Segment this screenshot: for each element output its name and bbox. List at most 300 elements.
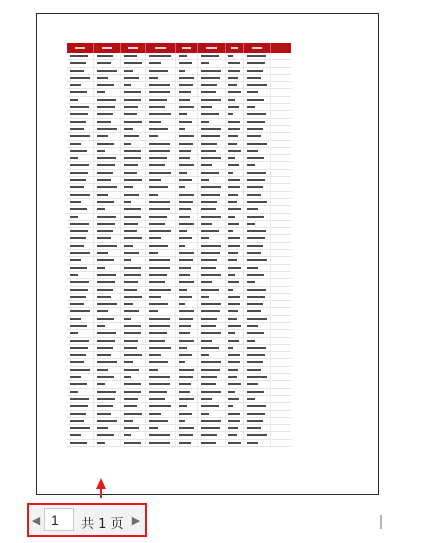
table-cell bbox=[94, 338, 121, 344]
table-row bbox=[67, 279, 291, 286]
table-cell bbox=[67, 75, 94, 81]
table-cell bbox=[146, 170, 176, 176]
table-cell bbox=[146, 374, 176, 380]
table-cell bbox=[244, 374, 271, 380]
table-cell bbox=[244, 359, 271, 365]
table-cell bbox=[226, 403, 244, 409]
table-cell bbox=[244, 243, 271, 249]
table-cell bbox=[176, 257, 198, 263]
table-cell bbox=[198, 345, 226, 351]
table-cell bbox=[198, 97, 226, 103]
table-cell bbox=[176, 184, 198, 190]
table-cell bbox=[226, 287, 244, 293]
table-cell bbox=[226, 250, 244, 256]
table-cell bbox=[244, 316, 271, 322]
table-cell bbox=[121, 425, 146, 431]
table-row bbox=[67, 75, 291, 82]
table-cell bbox=[198, 221, 226, 227]
table-cell bbox=[244, 148, 271, 154]
table-cell bbox=[121, 89, 146, 95]
table-cell bbox=[244, 279, 271, 285]
table-row bbox=[67, 126, 291, 133]
table-cell bbox=[198, 170, 226, 176]
table-cell bbox=[244, 345, 271, 351]
table-cell bbox=[176, 287, 198, 293]
table-cell bbox=[244, 155, 271, 161]
table-cell bbox=[198, 184, 226, 190]
table-cell bbox=[94, 440, 121, 446]
table-cell bbox=[67, 330, 94, 336]
table-cell bbox=[121, 192, 146, 198]
table-cell bbox=[226, 265, 244, 271]
table-cell bbox=[226, 411, 244, 417]
table-cell bbox=[146, 141, 176, 147]
table-cell bbox=[198, 403, 226, 409]
table-row bbox=[67, 381, 291, 388]
table-cell bbox=[94, 97, 121, 103]
table-cell bbox=[67, 257, 94, 263]
table-row bbox=[67, 104, 291, 111]
table-cell bbox=[176, 243, 198, 249]
table-cell bbox=[94, 396, 121, 402]
table-cell bbox=[244, 272, 271, 278]
table-cell bbox=[121, 82, 146, 88]
table-cell bbox=[67, 440, 94, 446]
table-cell bbox=[244, 411, 271, 417]
table-row bbox=[67, 214, 291, 221]
table-cell bbox=[94, 60, 121, 66]
table-row bbox=[67, 367, 291, 374]
table-cell bbox=[176, 133, 198, 139]
table-row bbox=[67, 68, 291, 75]
table-cell bbox=[67, 272, 94, 278]
table-cell bbox=[244, 184, 271, 190]
horizontal-scrollbar[interactable] bbox=[380, 515, 382, 529]
table-cell bbox=[244, 97, 271, 103]
table-cell bbox=[94, 228, 121, 234]
table-row bbox=[67, 199, 291, 206]
table-row bbox=[67, 148, 291, 155]
table-cell bbox=[67, 352, 94, 358]
table-cell bbox=[121, 367, 146, 373]
table-cell bbox=[121, 133, 146, 139]
table-cell bbox=[226, 133, 244, 139]
table-cell bbox=[94, 126, 121, 132]
table-cell bbox=[244, 432, 271, 438]
table-row bbox=[67, 257, 291, 264]
table-cell bbox=[226, 53, 244, 59]
table-cell bbox=[198, 104, 226, 110]
table-cell bbox=[94, 111, 121, 117]
table-cell bbox=[226, 316, 244, 322]
table-row bbox=[67, 396, 291, 403]
spreadsheet-thumbnail bbox=[67, 43, 291, 447]
table-cell bbox=[121, 294, 146, 300]
table-cell bbox=[94, 133, 121, 139]
table-cell bbox=[146, 184, 176, 190]
table-cell bbox=[94, 374, 121, 380]
table-cell bbox=[226, 184, 244, 190]
table-cell bbox=[244, 177, 271, 183]
table-cell bbox=[176, 221, 198, 227]
table-cell bbox=[198, 53, 226, 59]
table-cell bbox=[226, 148, 244, 154]
table-cell bbox=[244, 418, 271, 424]
table-cell bbox=[198, 206, 226, 212]
table-cell bbox=[146, 214, 176, 220]
annotation-arrow-stem bbox=[100, 488, 102, 498]
table-cell bbox=[94, 330, 121, 336]
table-cell bbox=[121, 359, 146, 365]
table-cell bbox=[94, 279, 121, 285]
table-cell bbox=[244, 89, 271, 95]
table-cell bbox=[226, 359, 244, 365]
header-cell bbox=[226, 43, 244, 53]
table-cell bbox=[244, 53, 271, 59]
table-cell bbox=[244, 133, 271, 139]
table-cell bbox=[198, 279, 226, 285]
table-cell bbox=[94, 235, 121, 241]
table-cell bbox=[176, 97, 198, 103]
table-cell bbox=[146, 235, 176, 241]
table-cell bbox=[94, 411, 121, 417]
table-cell bbox=[226, 389, 244, 395]
table-cell bbox=[121, 272, 146, 278]
table-cell bbox=[67, 111, 94, 117]
table-cell bbox=[121, 148, 146, 154]
table-cell bbox=[94, 104, 121, 110]
table-cell bbox=[67, 396, 94, 402]
table-row bbox=[67, 162, 291, 169]
table-cell bbox=[67, 82, 94, 88]
table-cell bbox=[176, 162, 198, 168]
table-cell bbox=[67, 228, 94, 234]
table-cell bbox=[244, 301, 271, 307]
table-cell bbox=[146, 75, 176, 81]
table-cell bbox=[94, 243, 121, 249]
table-cell bbox=[198, 301, 226, 307]
triangle-left-icon: ◀ bbox=[31, 514, 41, 527]
table-cell bbox=[67, 141, 94, 147]
table-cell bbox=[176, 155, 198, 161]
table-row bbox=[67, 221, 291, 228]
table-cell bbox=[67, 279, 94, 285]
table-cell bbox=[67, 338, 94, 344]
table-cell bbox=[67, 177, 94, 183]
header-cell bbox=[67, 43, 94, 53]
table-cell bbox=[198, 338, 226, 344]
table-cell bbox=[146, 133, 176, 139]
table-cell bbox=[226, 170, 244, 176]
table-cell bbox=[146, 111, 176, 117]
table-cell bbox=[198, 374, 226, 380]
table-cell bbox=[244, 287, 271, 293]
table-cell bbox=[198, 228, 226, 234]
table-cell bbox=[67, 199, 94, 205]
table-cell bbox=[226, 155, 244, 161]
table-cell bbox=[226, 432, 244, 438]
table-cell bbox=[176, 432, 198, 438]
table-cell bbox=[146, 192, 176, 198]
table-cell bbox=[67, 104, 94, 110]
table-cell bbox=[198, 425, 226, 431]
header-cell bbox=[121, 43, 146, 53]
table-cell bbox=[121, 389, 146, 395]
table-cell bbox=[198, 119, 226, 125]
table-cell bbox=[121, 162, 146, 168]
table-cell bbox=[94, 214, 121, 220]
table-cell bbox=[176, 381, 198, 387]
table-cell bbox=[146, 148, 176, 154]
table-cell bbox=[67, 323, 94, 329]
table-cell bbox=[176, 119, 198, 125]
table-cell bbox=[146, 272, 176, 278]
table-cell bbox=[226, 235, 244, 241]
table-cell bbox=[67, 374, 94, 380]
table-cell bbox=[94, 294, 121, 300]
table-cell bbox=[226, 177, 244, 183]
table-cell bbox=[121, 206, 146, 212]
table-row bbox=[67, 294, 291, 301]
table-cell bbox=[121, 411, 146, 417]
table-cell bbox=[198, 243, 226, 249]
table-cell bbox=[226, 104, 244, 110]
table-row bbox=[67, 53, 291, 60]
table-cell bbox=[226, 301, 244, 307]
table-cell bbox=[176, 75, 198, 81]
table-cell bbox=[226, 323, 244, 329]
table-cell bbox=[121, 323, 146, 329]
table-cell bbox=[198, 411, 226, 417]
table-cell bbox=[176, 294, 198, 300]
table-cell bbox=[198, 418, 226, 424]
table-cell bbox=[67, 367, 94, 373]
table-cell bbox=[176, 199, 198, 205]
table-cell bbox=[198, 214, 226, 220]
table-cell bbox=[226, 272, 244, 278]
table-cell bbox=[198, 141, 226, 147]
table-cell bbox=[176, 345, 198, 351]
table-cell bbox=[94, 257, 121, 263]
table-cell bbox=[67, 411, 94, 417]
table-cell bbox=[198, 192, 226, 198]
table-cell bbox=[226, 126, 244, 132]
table-cell bbox=[94, 301, 121, 307]
table-header-row bbox=[67, 43, 291, 53]
table-cell bbox=[146, 68, 176, 74]
table-cell bbox=[67, 126, 94, 132]
table-cell bbox=[146, 104, 176, 110]
table-cell bbox=[146, 352, 176, 358]
table-cell bbox=[146, 243, 176, 249]
table-cell bbox=[146, 330, 176, 336]
table-cell bbox=[67, 265, 94, 271]
table-cell bbox=[121, 170, 146, 176]
table-cell bbox=[67, 243, 94, 249]
table-cell bbox=[121, 141, 146, 147]
table-row bbox=[67, 323, 291, 330]
table-cell bbox=[176, 389, 198, 395]
table-row bbox=[67, 359, 291, 366]
table-cell bbox=[121, 60, 146, 66]
table-cell bbox=[146, 308, 176, 314]
table-cell bbox=[121, 257, 146, 263]
table-cell bbox=[244, 60, 271, 66]
table-row bbox=[67, 301, 291, 308]
table-cell bbox=[176, 141, 198, 147]
table-cell bbox=[146, 287, 176, 293]
table-cell bbox=[244, 323, 271, 329]
table-cell bbox=[94, 119, 121, 125]
table-row bbox=[67, 374, 291, 381]
table-cell bbox=[176, 250, 198, 256]
table-cell bbox=[198, 148, 226, 154]
table-cell bbox=[121, 228, 146, 234]
table-cell bbox=[146, 418, 176, 424]
table-cell bbox=[176, 192, 198, 198]
table-cell bbox=[226, 396, 244, 402]
table-cell bbox=[176, 68, 198, 74]
table-cell bbox=[67, 60, 94, 66]
table-row bbox=[67, 111, 291, 118]
table-cell bbox=[94, 352, 121, 358]
table-cell bbox=[198, 68, 226, 74]
table-cell bbox=[67, 97, 94, 103]
table-cell bbox=[67, 162, 94, 168]
table-cell bbox=[176, 104, 198, 110]
table-cell bbox=[146, 359, 176, 365]
header-cell bbox=[198, 43, 226, 53]
table-row bbox=[67, 192, 291, 199]
table-cell bbox=[198, 316, 226, 322]
table-cell bbox=[198, 82, 226, 88]
table-cell bbox=[94, 316, 121, 322]
print-preview-page bbox=[36, 13, 379, 495]
table-cell bbox=[244, 192, 271, 198]
table-cell bbox=[121, 330, 146, 336]
table-cell bbox=[146, 432, 176, 438]
table-cell bbox=[146, 162, 176, 168]
table-cell bbox=[146, 301, 176, 307]
table-row bbox=[67, 155, 291, 162]
table-cell bbox=[67, 432, 94, 438]
table-row bbox=[67, 265, 291, 272]
table-cell bbox=[94, 53, 121, 59]
current-page-input[interactable] bbox=[44, 508, 74, 531]
table-cell bbox=[226, 199, 244, 205]
table-cell bbox=[121, 104, 146, 110]
table-cell bbox=[226, 374, 244, 380]
table-cell bbox=[94, 155, 121, 161]
table-cell bbox=[226, 111, 244, 117]
table-row bbox=[67, 272, 291, 279]
table-cell bbox=[121, 345, 146, 351]
table-cell bbox=[244, 199, 271, 205]
table-cell bbox=[146, 411, 176, 417]
table-cell bbox=[67, 301, 94, 307]
table-cell bbox=[67, 206, 94, 212]
table-cell bbox=[226, 162, 244, 168]
table-cell bbox=[244, 104, 271, 110]
table-row bbox=[67, 228, 291, 235]
table-cell bbox=[226, 89, 244, 95]
previous-page-button[interactable] bbox=[29, 512, 43, 528]
table-cell bbox=[198, 389, 226, 395]
table-cell bbox=[94, 432, 121, 438]
table-cell bbox=[176, 396, 198, 402]
table-cell bbox=[176, 323, 198, 329]
table-cell bbox=[176, 440, 198, 446]
table-cell bbox=[244, 119, 271, 125]
table-row bbox=[67, 330, 291, 337]
table-cell bbox=[198, 126, 226, 132]
table-cell bbox=[176, 330, 198, 336]
table-cell bbox=[121, 53, 146, 59]
table-cell bbox=[176, 359, 198, 365]
table-cell bbox=[198, 257, 226, 263]
header-cell bbox=[244, 43, 271, 53]
table-cell bbox=[198, 177, 226, 183]
table-cell bbox=[67, 389, 94, 395]
table-cell bbox=[226, 97, 244, 103]
table-cell bbox=[121, 432, 146, 438]
table-row bbox=[67, 352, 291, 359]
table-row bbox=[67, 243, 291, 250]
table-cell bbox=[244, 308, 271, 314]
table-cell bbox=[176, 272, 198, 278]
table-cell bbox=[226, 75, 244, 81]
table-cell bbox=[244, 250, 271, 256]
table-cell bbox=[226, 60, 244, 66]
table-row bbox=[67, 440, 291, 447]
table-cell bbox=[146, 82, 176, 88]
table-row bbox=[67, 425, 291, 432]
table-row bbox=[67, 308, 291, 315]
table-cell bbox=[198, 330, 226, 336]
table-cell bbox=[176, 235, 198, 241]
table-cell bbox=[244, 403, 271, 409]
table-cell bbox=[121, 308, 146, 314]
table-cell bbox=[176, 177, 198, 183]
table-cell bbox=[176, 265, 198, 271]
table-cell bbox=[244, 367, 271, 373]
table-cell bbox=[198, 432, 226, 438]
table-row bbox=[67, 141, 291, 148]
table-cell bbox=[226, 381, 244, 387]
table-cell bbox=[94, 170, 121, 176]
table-cell bbox=[226, 345, 244, 351]
table-row bbox=[67, 432, 291, 439]
table-cell bbox=[198, 133, 226, 139]
table-cell bbox=[67, 155, 94, 161]
table-cell bbox=[121, 184, 146, 190]
table-cell bbox=[146, 316, 176, 322]
table-cell bbox=[67, 221, 94, 227]
table-cell bbox=[146, 97, 176, 103]
table-cell bbox=[67, 425, 94, 431]
table-cell bbox=[244, 440, 271, 446]
table-cell bbox=[146, 338, 176, 344]
table-cell bbox=[226, 192, 244, 198]
table-cell bbox=[121, 403, 146, 409]
table-cell bbox=[146, 403, 176, 409]
next-page-button[interactable] bbox=[129, 512, 143, 528]
table-row bbox=[67, 235, 291, 242]
table-cell bbox=[94, 162, 121, 168]
total-pages-label: 共 1 页 bbox=[81, 517, 124, 532]
table-cell bbox=[146, 206, 176, 212]
table-cell bbox=[146, 126, 176, 132]
